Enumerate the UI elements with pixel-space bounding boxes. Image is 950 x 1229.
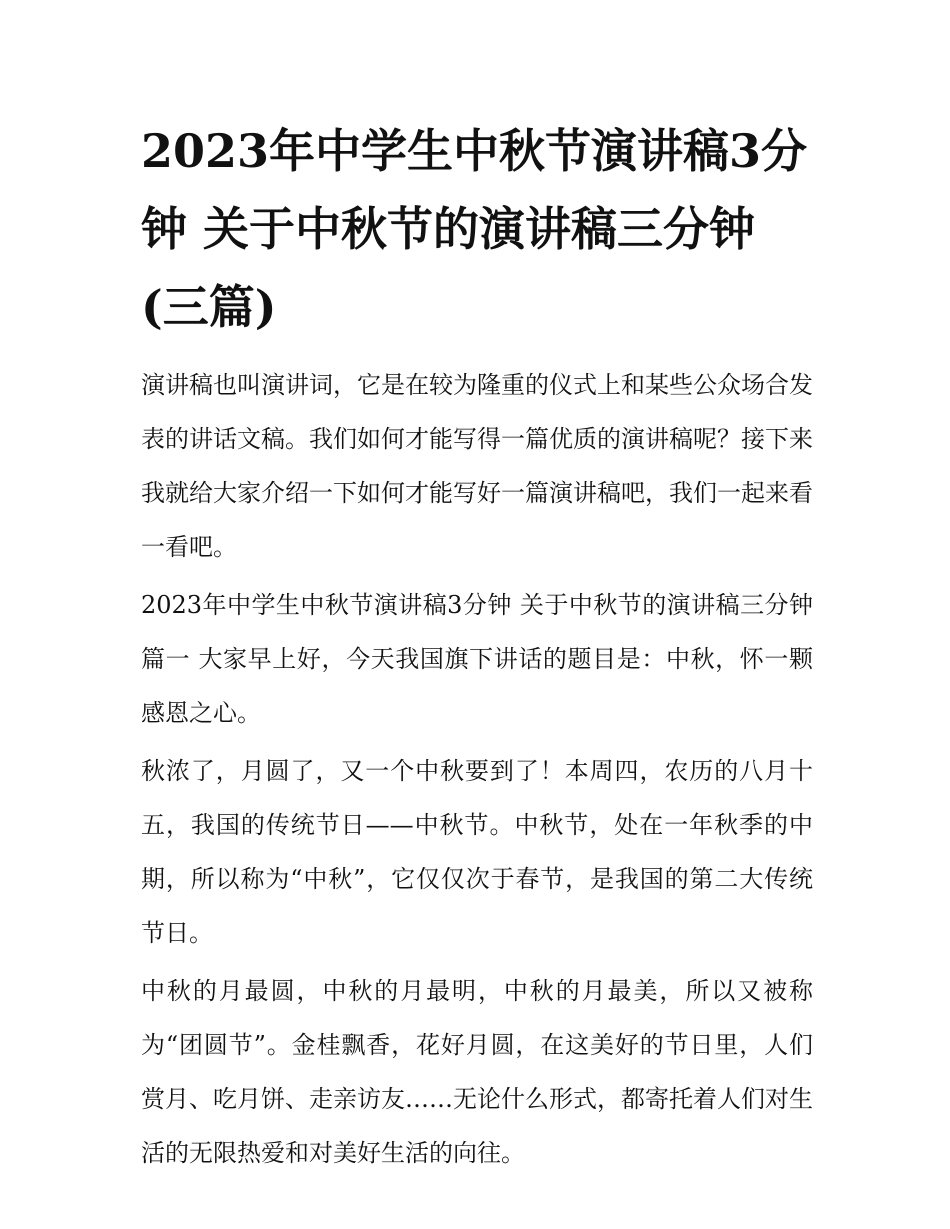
paragraph-speech-opening: 2023年中学生中秋节演讲稿3分钟 关于中秋节的演讲稿三分钟篇一 大家早上好，今天我国旗下讲话的题目是：中秋，怀一颗感恩之心。 [141,591,813,727]
document-title: 2023年中学生中秋节演讲稿3分钟 关于中秋节的演讲稿三分钟(三篇) [141,124,808,334]
document-page [141,112,813,1184]
paragraph-intro: 演讲稿也叫演讲词，它是在较为隆重的仪式上和某些公众场合发表的讲话文稿。我们如何才能写得一篇优质的演讲稿呢？接下来我就给大家介绍一下如何才能写好一篇演讲稿吧，我们一起来看一看吧。 [141,371,813,561]
paragraph-autumn: 秋浓了，月圆了，又一个中秋要到了！本周四，农历的八月十五，我国的传统节日——中秋节。中秋节，处在一年秋季的中期，所以称为“中秋”，它仅仅次于春节，是我国的第二大传统节日。 [141,757,813,947]
paragraph-moon: 中秋的月最圆，中秋的月最明，中秋的月最美，所以又被称为“团圆节”。金桂飘香，花好月圆，在这美好的节日里，人们赏月、吃月饼、走亲访友……无论什么形式，都寄托着人们对生活的无限热爱和对美好生活的向往。 [141,977,813,1167]
